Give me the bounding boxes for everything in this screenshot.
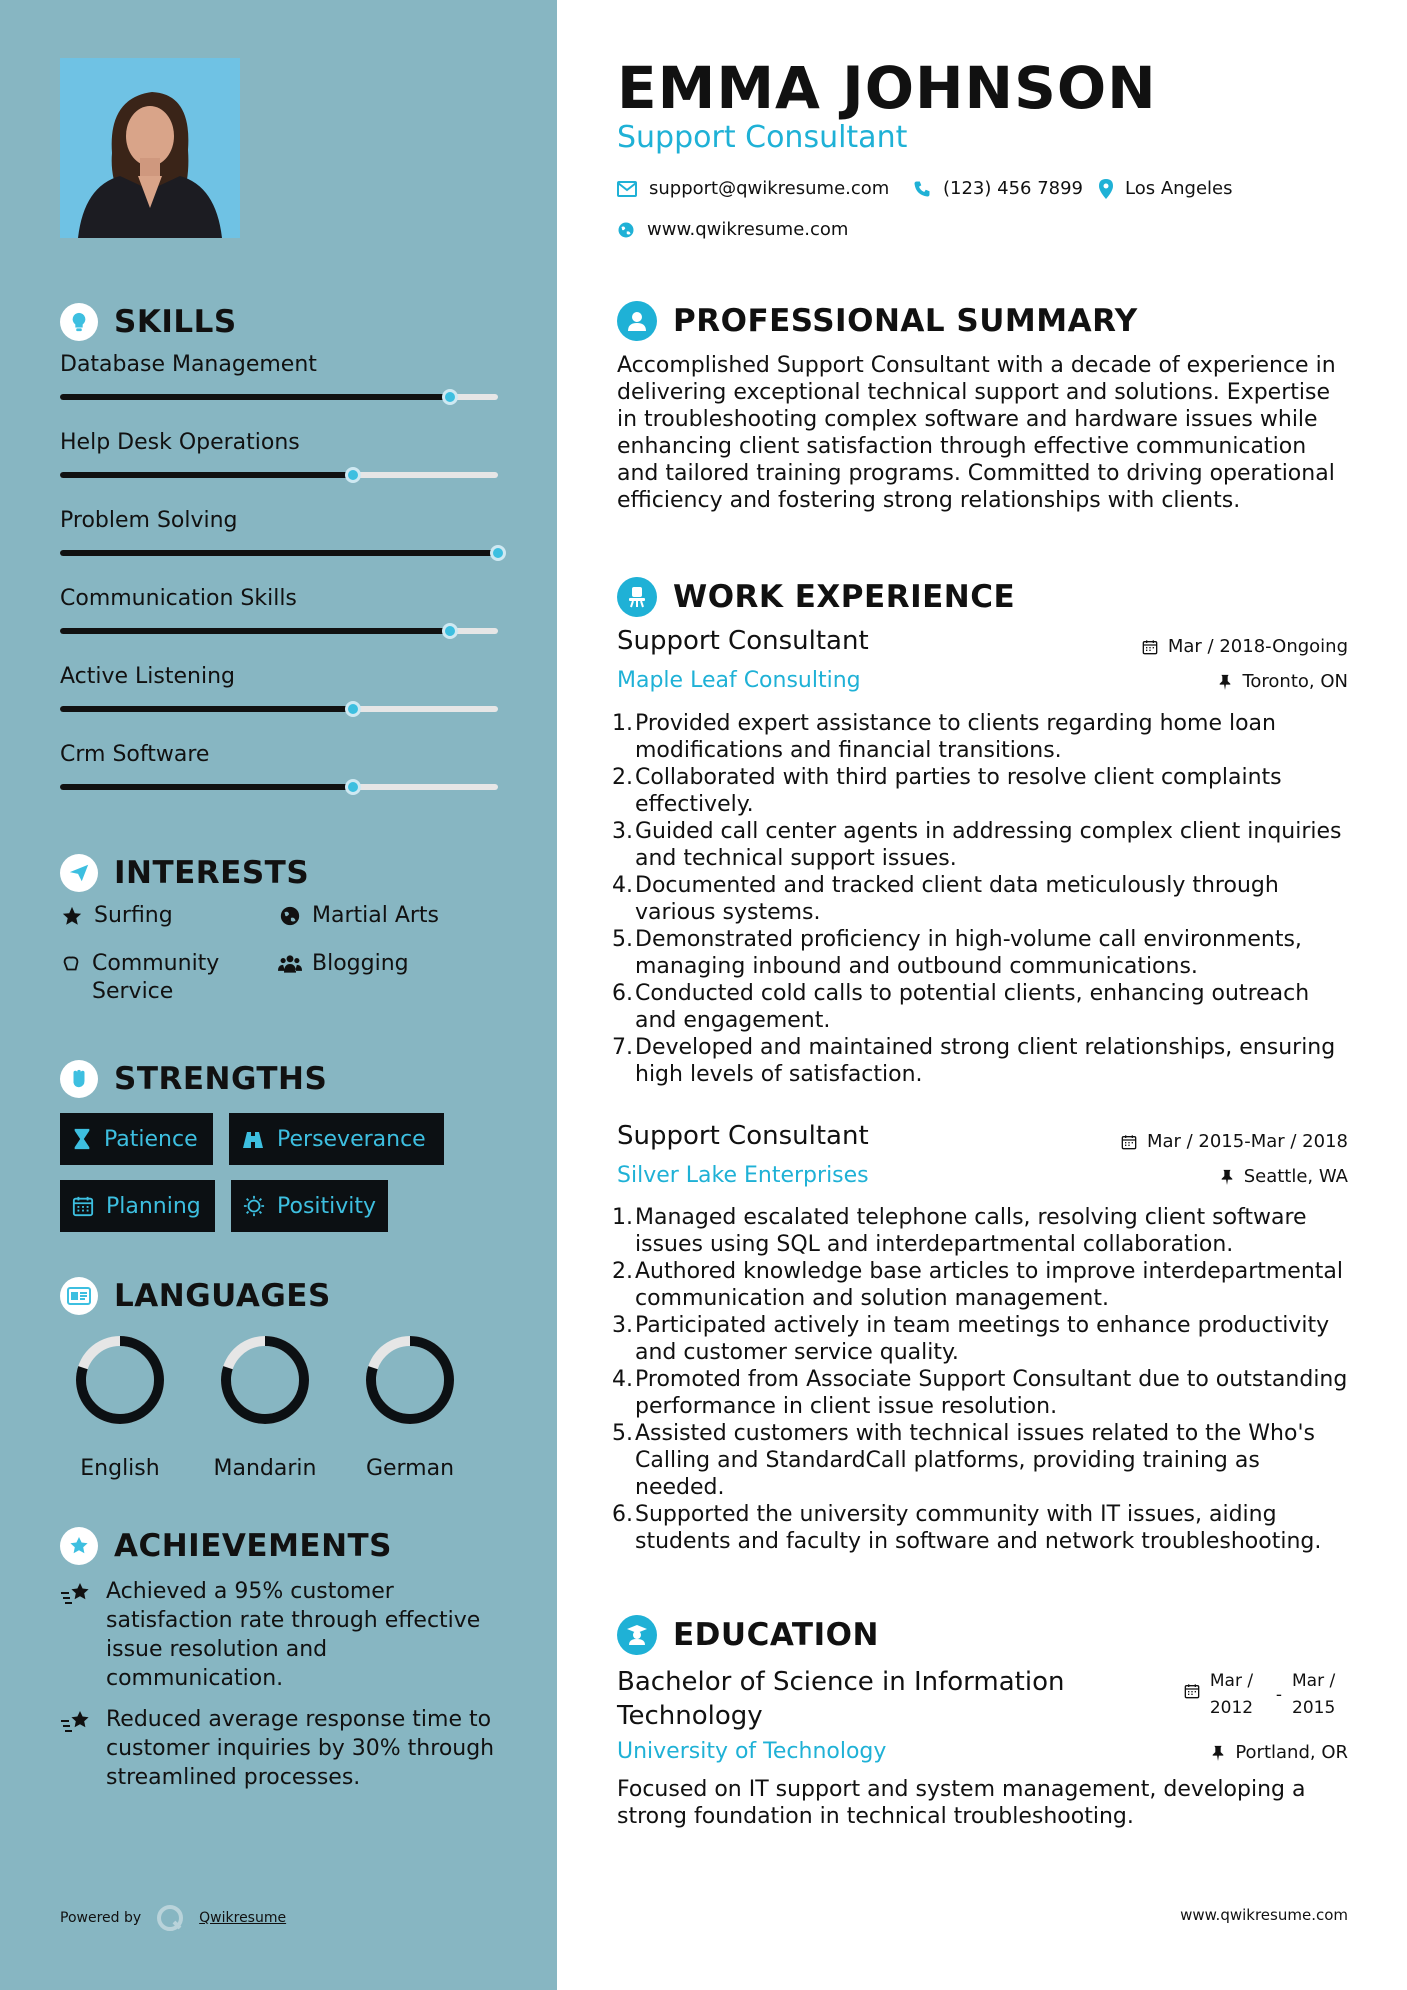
contact-phone[interactable]: (123) 456 7899 <box>913 178 1083 199</box>
language-label: German <box>365 1456 455 1481</box>
star-icon <box>60 902 84 930</box>
interest-item: Martial Arts <box>278 902 439 930</box>
contact-website[interactable]: www.qwikresume.com <box>617 219 848 240</box>
skill-item <box>60 742 498 767</box>
chair-icon <box>617 577 657 617</box>
skill-label: Problem Solving <box>60 508 238 533</box>
school-name: University of Technology <box>617 1739 887 1764</box>
strength-tag: Patience <box>60 1113 213 1165</box>
strength-tag: Planning <box>60 1180 215 1232</box>
powered-by: Powered by Qwikresume <box>60 1903 286 1933</box>
list-item: 5. Demonstrated proficiency in high-volume call environments, managing inbound and outbound communications. <box>612 927 1302 979</box>
globe-icon <box>617 221 635 239</box>
skill-bar-knob <box>490 545 506 561</box>
language-item <box>60 1332 180 1481</box>
interests-heading: INTERESTS <box>60 854 309 892</box>
list-item: 4. Documented and tracked client data meticulously through various systems. <box>612 873 1279 925</box>
summary-heading: PROFESSIONAL SUMMARY <box>617 301 1138 341</box>
job-location: Seattle, WA <box>1220 1166 1348 1187</box>
lightbulb-icon <box>60 303 98 341</box>
hourglass-icon <box>72 1128 92 1150</box>
star-badge-icon <box>60 1527 98 1565</box>
profile-photo <box>60 58 240 238</box>
users-icon <box>278 950 302 978</box>
shooting-star-icon <box>60 1705 94 1792</box>
skill-label: Database Management <box>60 352 317 377</box>
footer-url[interactable]: www.qwikresume.com <box>1180 1906 1348 1924</box>
envelope-icon <box>617 181 637 197</box>
list-item: 3. Participated actively in team meetings to enhance productivity and customer service quality. <box>612 1313 1330 1365</box>
job-title: Support Consultant <box>617 626 869 656</box>
achievement-item: Reduced average response time to customer inquiries by 30% through streamlined processes. <box>60 1705 500 1792</box>
strength-tag: Perseverance <box>229 1113 444 1165</box>
skill-bar <box>60 784 498 790</box>
pushpin-icon <box>1218 674 1232 690</box>
contact-email[interactable]: support@qwikresume.com <box>617 178 889 199</box>
fist-icon <box>60 1060 98 1098</box>
qwikresume-link[interactable]: Qwikresume <box>199 1910 287 1926</box>
education-location: Portland, OR <box>1211 1742 1348 1763</box>
job-bullets <box>610 1204 1355 1555</box>
skill-item <box>60 664 498 689</box>
list-item: 6. Conducted cold calls to potential clients, enhancing outreach and engagement. <box>612 981 1310 1033</box>
list-item: 1. Managed escalated telephone calls, resolving client software issues using SQL and interdepartmental collaboration. <box>612 1205 1307 1257</box>
skill-bar-fill <box>60 394 450 400</box>
skill-bar <box>60 472 498 478</box>
skill-bar-fill <box>60 706 353 712</box>
skill-bar <box>60 706 498 712</box>
language-ring <box>72 1332 168 1428</box>
interest-item: Surfing <box>60 902 173 930</box>
pushpin-icon <box>1220 1169 1234 1185</box>
skill-label: Communication Skills <box>60 586 297 611</box>
skill-item <box>60 430 498 455</box>
job-dates: Mar / 2015-Mar / 2018 <box>1121 1131 1348 1152</box>
job-bullets <box>610 710 1355 1088</box>
strength-tag: Positivity <box>231 1180 388 1232</box>
phone-icon <box>913 180 931 198</box>
job-dates: Mar / 2018-Ongoing <box>1142 636 1348 657</box>
skill-bar-knob <box>442 389 458 405</box>
job-location: Toronto, ON <box>1218 671 1348 692</box>
sun-icon <box>243 1195 265 1217</box>
list-item: 5. Assisted customers with technical issues related to the Who's Calling and StandardCall platforms, providing training as needed. <box>612 1421 1315 1500</box>
list-item: 7. Developed and maintained strong client relationships, ensuring high levels of satisfaction. <box>612 1035 1336 1087</box>
qwikresume-logo-icon <box>155 1903 185 1933</box>
list-item: 2. Authored knowledge base articles to improve interdepartmental communication and solution management. <box>612 1259 1343 1311</box>
strengths-heading: STRENGTHS <box>60 1060 327 1098</box>
skill-item <box>60 352 498 377</box>
paper-plane-icon <box>60 854 98 892</box>
skill-bar <box>60 394 498 400</box>
map-pin-icon <box>1099 179 1113 199</box>
skill-bar <box>60 628 498 634</box>
education-dates: Mar / 2012 - Mar / 2015 <box>1184 1668 1348 1722</box>
calendar-icon <box>1184 1683 1200 1699</box>
education-heading: EDUCATION <box>617 1615 879 1655</box>
binoculars-icon <box>241 1128 265 1150</box>
skill-bar-fill <box>60 550 498 556</box>
skill-bar <box>60 550 498 556</box>
skill-bar-fill <box>60 628 450 634</box>
language-ring <box>362 1332 458 1428</box>
list-item: 2. Collaborated with third parties to resolve client complaints effectively. <box>612 765 1282 817</box>
skill-bar-fill <box>60 472 353 478</box>
shooting-star-icon <box>60 1577 94 1693</box>
pushpin-icon <box>1211 1745 1225 1761</box>
job-title: Support Consultant <box>617 1121 869 1151</box>
language-ring <box>217 1332 313 1428</box>
language-item <box>205 1332 325 1481</box>
skill-bar-knob <box>442 623 458 639</box>
calendar-icon <box>1142 639 1158 655</box>
list-item: 4. Promoted from Associate Support Consultant due to outstanding performance in client issue resolution. <box>612 1367 1348 1419</box>
candidate-role: Support Consultant <box>617 120 908 155</box>
degree-title: Bachelor of Science in Information Technology <box>617 1667 1065 1731</box>
skill-label: Active Listening <box>60 664 236 689</box>
candidate-name: EMMA JOHNSON <box>617 54 1157 122</box>
graduate-icon <box>617 1615 657 1655</box>
education-description: Focused on IT support and system management, developing a strong foundation in technical troubleshooting. <box>617 1777 1306 1829</box>
list-item: 3. Guided call center agents in addressing complex client inquiries and technical support issues. <box>612 819 1342 871</box>
list-item: 1. Provided expert assistance to clients regarding home loan modifications and financial transitions. <box>612 711 1276 763</box>
skill-bar-fill <box>60 784 353 790</box>
language-card-icon <box>60 1277 98 1315</box>
skill-item <box>60 508 498 533</box>
contact-location: Los Angeles <box>1099 178 1233 199</box>
user-icon <box>617 301 657 341</box>
company-name: Silver Lake Enterprises <box>617 1163 869 1188</box>
interest-item: Community Service <box>60 950 260 1006</box>
calendar-icon <box>72 1195 94 1217</box>
globe-icon <box>278 902 302 930</box>
company-name: Maple Leaf Consulting <box>617 668 861 693</box>
skill-label: Crm Software <box>60 742 210 767</box>
languages-heading: LANGUAGES <box>60 1277 331 1315</box>
skills-heading: SKILLS <box>60 303 237 341</box>
list-item: 6. Supported the university community with IT issues, aiding students and faculty in software and network troubleshooting. <box>612 1502 1322 1554</box>
language-item <box>350 1332 470 1481</box>
summary-text: Accomplished Support Consultant with a decade of experience in delivering exceptional technical support and solutions. Expertise in troubleshooting complex software and hardware issues while enhancing client satisfaction through effective communication and tailored training programs. Committed to driving operational efficiency and fostering strong relationships with clients. <box>617 353 1336 513</box>
skill-item <box>60 586 498 611</box>
language-label: Mandarin <box>213 1456 317 1481</box>
skill-label: Help Desk Operations <box>60 430 300 455</box>
language-label: English <box>80 1456 160 1481</box>
experience-heading: WORK EXPERIENCE <box>617 577 1015 617</box>
achievements-heading: ACHIEVEMENTS <box>60 1527 392 1565</box>
achievement-item: Achieved a 95% customer satisfaction rate through effective issue resolution and communication. <box>60 1577 500 1693</box>
hand-icon <box>60 950 82 978</box>
interest-item: Blogging <box>278 950 409 978</box>
calendar-icon <box>1121 1134 1137 1150</box>
